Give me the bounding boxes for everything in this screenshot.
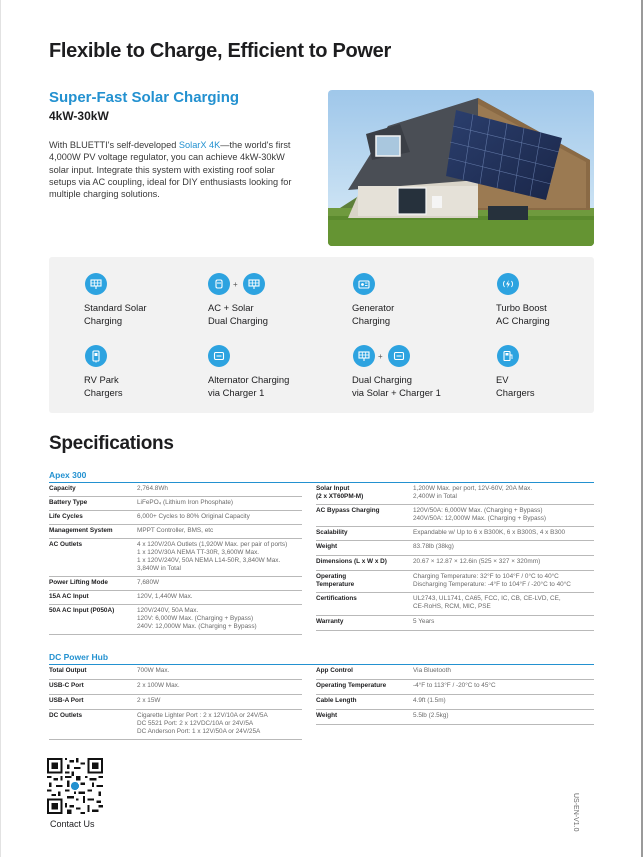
spec-key: Certifications [316, 595, 357, 602]
spec-row [316, 571, 594, 593]
spec-value: Charging Temperature: 32°F to 104°F / 0°C to 40°C Discharging Temperature: -4°F to 104°F / -20°C to 40°C [413, 573, 571, 588]
spec-value: 120V, 1,440W Max. [137, 593, 193, 600]
apex-spec-table-left [49, 483, 302, 635]
spec-row [49, 695, 302, 710]
option-ac-solar [208, 301, 268, 327]
spec-row [316, 505, 594, 527]
plus-sign: + [378, 352, 383, 361]
option-label: RV Park Chargers [84, 374, 123, 398]
spec-value: MPPT Controller, BMS, etc [137, 527, 214, 534]
spec-key: Management System [49, 527, 113, 534]
spec-row [316, 593, 594, 616]
spec-value: UL2743, UL1741, CA65, FCC, IC, CB, CE-LVD, CE, CE-RoHS, RCM, MIC, PSE [413, 595, 561, 610]
spec-row [49, 511, 302, 525]
spec-row [49, 680, 302, 695]
option-ev [496, 373, 535, 399]
spec-value: 1,200W Max. per port, 12V-60V, 20A Max. 2,400W in Total [413, 485, 533, 500]
solar-panel-icon [353, 345, 375, 367]
solarx-highlight: SolarX 4K [178, 140, 221, 150]
spec-key: USB-A Port [49, 697, 84, 704]
option-label: Standard Solar Charging [84, 302, 147, 326]
spec-row [49, 577, 302, 591]
contact-qr-code[interactable] [47, 758, 103, 814]
spec-row [49, 710, 302, 740]
dc-power-hub-heading: DC Power Hub [49, 652, 109, 662]
rv-charger-icon [85, 345, 107, 367]
spec-value: 20.67 × 12.87 × 12.6in (525 × 327 × 320mm) [413, 558, 541, 565]
spec-key: Battery Type [49, 499, 88, 506]
solar-power-range: 4kW-30kW [49, 109, 109, 123]
charger-icon [388, 345, 410, 367]
spec-row [49, 591, 302, 605]
specifications-title: Specifications [49, 433, 174, 454]
option-label: Dual Charging via Solar + Charger 1 [352, 374, 441, 398]
spec-value: 700W Max. [137, 667, 170, 674]
option-rv-park [84, 373, 123, 399]
spec-value: LiFePO₄ (Lithium Iron Phosphate) [137, 499, 234, 506]
spec-key: Cable Length [316, 697, 357, 704]
charger-icon [208, 345, 230, 367]
generator-icon [353, 273, 375, 295]
spec-value: Cigarette Lighter Port : 2 x 12V/10A or 24V/5A DC 5521 Port: 2 x 12VDC/10A or 24V/5A DC Anderson Port: 1 x 12V/50A or 24V/25A [137, 712, 268, 735]
spec-value: 6,000+ Cycles to 80% Original Capacity [137, 513, 250, 520]
spec-row [316, 527, 594, 541]
spec-key: AC Outlets [49, 541, 83, 548]
solar-intro [49, 139, 299, 200]
spec-row [49, 483, 302, 497]
spec-key: Weight [316, 712, 338, 719]
spec-key: Total Output [49, 667, 87, 674]
spec-value: 5 Years [413, 618, 435, 625]
option-alternator [208, 373, 289, 399]
spec-key: Life Cycles [49, 513, 83, 520]
spec-row [49, 605, 302, 635]
spec-key: 50A AC Input (P050A) [49, 607, 115, 614]
spec-value: 5.5lb (2.5kg) [413, 712, 449, 719]
spec-value: 83.78lb (38kg) [413, 543, 454, 550]
ev-charger-icon [497, 345, 519, 367]
hub-spec-table-right [316, 665, 594, 725]
option-generator [352, 301, 394, 327]
spec-value: 4 x 120V/20A Outlets (1,920W Max. per pair of ports) 1 x 120V/30A NEMA TT-30R, 3,600W Max. 1 x 120V/240V, 50A NEMA L14-50R, 3,840W Max. 3,840W in Total [137, 541, 288, 572]
solar-panel-icon [85, 273, 107, 295]
spec-row [49, 539, 302, 577]
spec-value: 7,680W [137, 579, 160, 586]
spec-row [49, 497, 302, 511]
spec-key: DC Outlets [49, 712, 83, 719]
spec-row [316, 616, 594, 631]
spec-value: -4°F to 113°F / -20°C to 45°C [413, 682, 496, 689]
intro-text-start: With BLUETTI's self-developed [49, 140, 179, 150]
spec-row [49, 665, 302, 680]
spec-row [316, 710, 594, 725]
option-label: Alternator Charging via Charger 1 [208, 374, 290, 398]
spec-key: Power Lifting Mode [49, 579, 108, 586]
solar-panel-icon [243, 273, 265, 295]
spec-key: USB-C Port [49, 682, 84, 689]
apex-spec-table-right [316, 483, 594, 631]
spec-value: 2 x 15W [137, 697, 161, 704]
intro-text-end: —the world's first 4,000W PV voltage regulator, you can achieve 4kW-30kW solar input. Integrate this system with existing roof solar setups via AC coupling, ideal for DIY enthusiasts looking for multiple charging solutions. [49, 140, 292, 200]
option-dual-charging [352, 373, 441, 399]
option-label: Turbo Boost AC Charging [496, 302, 550, 326]
spec-key: App Control [316, 667, 353, 674]
spec-key: Dimensions (L x W x D) [316, 558, 387, 565]
spec-row [316, 680, 594, 695]
spec-value: 2 x 100W Max. [137, 682, 180, 689]
spec-key: Solar Input (2 x XT60PM-M) [316, 485, 364, 500]
spec-value: 120V/50A: 6,000W Max. (Charging + Bypass) 240V/50A: 12,000W Max. (Charging + Bypass) [413, 507, 547, 522]
spec-key: Weight [316, 543, 338, 550]
ac-plug-icon [208, 273, 230, 295]
option-label: Generator Charging [352, 302, 395, 326]
option-label: EV Chargers [496, 374, 535, 398]
spec-key: 15A AC Input [49, 593, 89, 600]
spec-key: Operating Temperature [316, 573, 355, 588]
solar-heading: Super-Fast Solar Charging [49, 89, 240, 106]
plus-sign: + [233, 280, 238, 289]
spec-key: Capacity [49, 485, 76, 492]
spec-row [49, 525, 302, 539]
spec-row [316, 541, 594, 556]
option-label: AC + Solar Dual Charging [208, 302, 268, 326]
spec-row [316, 556, 594, 571]
spec-row [316, 695, 594, 710]
spec-key: Operating Temperature [316, 682, 387, 689]
spec-row [316, 665, 594, 680]
spec-key: Warranty [316, 618, 344, 625]
document-code: US-EN-V1.0 [572, 793, 579, 832]
hub-spec-table-left [49, 665, 302, 740]
contact-us-label: Contact Us [50, 819, 95, 829]
apex-300-heading: Apex 300 [49, 470, 87, 480]
spec-value: 120V/240V, 50A Max. 120V: 6,000W Max. (Charging + Bypass) 240V: 12,000W Max. (Charging + Bypass) [137, 607, 257, 630]
page-title: Flexible to Charge, Efficient to Power [49, 40, 391, 62]
spec-value: Via Bluetooth [413, 667, 451, 674]
spec-row [316, 483, 594, 505]
turbo-boost-icon [497, 273, 519, 295]
spec-value: 4.9ft (1.5m) [413, 697, 446, 704]
spec-value: 2,764.8Wh [137, 485, 168, 492]
option-standard-solar [84, 301, 147, 327]
option-turbo-boost [496, 301, 550, 327]
spec-key: Scalability [316, 529, 348, 536]
spec-key: AC Bypass Charging [316, 507, 380, 514]
spec-value: Expandable w/ Up to 6 x B300K, 6 x B300S, 4 x B300 [413, 529, 566, 536]
solar-house-photo [328, 90, 594, 246]
